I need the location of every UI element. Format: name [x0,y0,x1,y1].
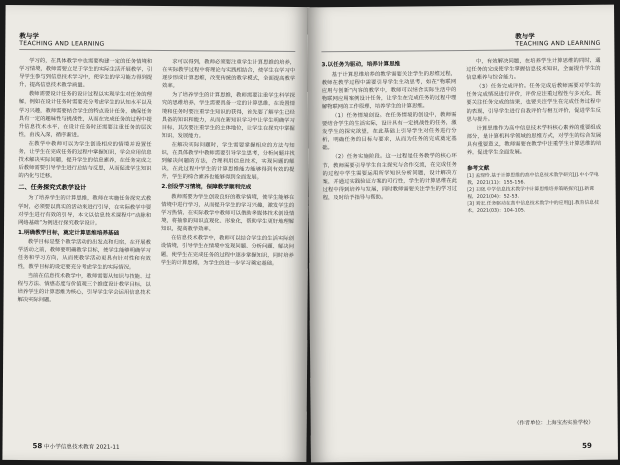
footer-journal: 中小学信息技术教育 2021-11 [44,444,120,451]
right-column-2-body [466,57,601,157]
magazine-name: 教与学 [19,32,39,41]
body-paragraph: 教师需要为学生创设良好的教学情境，使学生能够在情境中进行学习，从而提升学生的学习兴趣，激发学生的学习热情，在实际教学中教师可以借助多媒体技术创设情境，将抽象的知识直观化、形象化，帮助学生更好地理解知识，提高教学效率。 [161,194,295,233]
right-page-header [515,33,600,48]
body-paragraph: （3）任务完成评价。任务完成后教师需要对学生的任务完成情况进行评价，评价应注重过程性与多元化，既要关注任务完成的结果，也要关注学生在完成任务过程中的表现，引导学生进行自我评价与相互评价，促进学生反思与提升。 [466,83,601,123]
body-paragraph: 为了培养学生的计算思维，教师需要注重学生科学探究的思维培养，学生需要具备一定的计算思维，在设置情境和任务时要注重学生知识的获得，首先要了解学生已经具备的知识和能力，从而在新知识学习中让学生明确学习目标，其次要注重学生的主体地位，让学生在探究中掌握知识，发展能力。 [161,92,295,140]
body-paragraph: （1）任务情境创设。在任务情境的创设中，教师需要结合学生的生活实际，设计具有一定挑战性的任务，激发学生的探究欲望，在此基础上引导学生对任务进行分析，明确任务的目标与要求，从而为任务的完成奠定基础。 [322,112,457,152]
author-affiliation: （作者单位：上海宝杰实验学校） [514,419,594,427]
right-page-columns [321,57,603,434]
reference-item: [2] 王晓.中学信息技术教学中计算思维培养策略探究[J].新课程，2021(04)：52-53. [467,186,595,201]
left-page-columns [17,57,296,434]
left-page-header [19,33,104,48]
page-number: 58 [32,442,43,451]
references-list [467,172,602,215]
body-paragraph: 学习的，在具体教学中也需要构建一定的任务情境和学习情境，教师需要立足于学生的实际生活开展教学，引导学生参与到信息技术学习中，使学生的学习能力得到提升，提高信息技术教学质量。 [19,58,153,89]
body-paragraph: 当前在信息技术教学中，教师需要从知识与技能、过程与方法、情感态度与价值观三个维度设计教学目标，以培养学生的计算思维为核心，引导学生学会运用信息技术解决实际问题。 [17,272,151,304]
body-paragraph: （2）任务实施阶段。这一过程是任务教学的核心环节，教师需要引导学生自主探究与合作交流，在完成任务的过程中学生需要运用所学知识分析问题，设计解决方案，并通过实践验证方案的可行性，学生的计算思维在此过程中得到培养与发展，同时教师需要关注学生的学习过程，及时给予指导与帮助。 [322,153,458,202]
header-rule [19,49,295,52]
right-page-footer [582,442,592,450]
body-paragraph: 求可以得到，教师必须要注重学生计算思维的培养，在实际教学过程中将理论与实践相结合，使学生在学习中逐步形成计算思维，改变传统的教学模式，全面提高教学效率。 [162,59,296,90]
left-column-2 [160,58,296,434]
body-paragraph: 教学目标是整个教学活动的出发点和归宿，在开展教学活动之前，教师要明确教学目标，使学生能够明确学习任务和学习方向，从而使教学活动更具有针对性和有效性，教学目标的设定要充分考虑学生的实际情况。 [17,239,151,271]
left-page-footer [32,442,119,451]
reference-item: [1] 孟现玲.基于计算思维的高中信息技术教学研究[J].中小学电教，2021(11)：155-156. [466,172,599,187]
body-paragraph: 基于计算思维培养的教学需要关注学生的思维过程，教师在教学过程中需要引导学生主动思考，如在“物联网应用与创新”内容的教学中，教师可以结合实际生活中的物联网应用案例设计任务，让学生在完成任务的过程中理解物联网的工作原理，培养学生的计算思维。 [321,70,457,111]
section-heading: 二、任务探究式教学设计 [18,184,87,192]
body-paragraph: 在解决实际问题时，学生需要掌握相应的方法与知识，在具体教学中教师需要引导学生思考，分析问题并找到解决问题的方法，合理利用信息技术，实现问题的解决，在此过程中学生的计算思维能力能够得到有效的提升，学生的综合素养也能够得到全面发展。 [161,142,295,182]
right-column-2 [466,57,604,433]
magazine-name: 教与学 [515,32,535,41]
magazine-english-name: TEACHING AND LEARNING [515,39,601,48]
magazine-english-name: TEACHING AND LEARNING [19,40,105,48]
left-column-1 [17,57,153,433]
subsection-heading: 3.以任务为驱动，培养计算思维 [321,61,401,69]
body-paragraph: 计算思维作为高中信息技术学科核心素养的重要组成部分，是计算机科学领域的思维方式，对学生的综合发展具有重要意义，教师需要在教学中注重学生计算思维的培养，促进学生全面发展。 [466,124,602,156]
left-page [2,5,309,462]
reference-item: [3] 刘宏.任务驱动在高中信息技术教学中的应用[J].教育信息技术，2021(03)：104-105. [467,200,599,215]
right-page [307,5,618,463]
references-title: 参考文献 [466,165,490,173]
subsection-heading: 1.明确教学目标，奠定计算思维培养基础 [17,229,120,237]
body-paragraph: 中，有效解决问题，在培养学生计算思维的同时，通过任务的完成使学生掌握信息技术知识，全面提升学生的信息素养与综合能力。 [466,57,601,82]
body-paragraph: 为了培养学生的计算思维，教师在实施任务探究式教学时，必须要以真实的活动来进行引导，在实际教学中要对学生进行有效的引导，本文以信息技术课程中“动脉和网络基础”为例进行探究教学设计。 [18,195,152,227]
header-rule [321,49,600,52]
subsection-heading: 2.创设学习情境，保障教学顺利完成 [161,184,252,192]
body-paragraph: 在信息技术教学中，教师可以结合学生的生活实际创设情境，引导学生在情境中发现问题、分析问题、解决问题，使学生在完成任务的过程中逐步掌握知识，同时培养学生的计算思维，为学生的进一步学习奠定基础。 [160,235,294,267]
page-number: 59 [582,441,592,450]
body-paragraph: 教师需要设计任务的设计过程以实现学生对任务的理解，例如在设计任务时需要充分考虑学生的认知水平以及学习兴趣，教师需要结合学生的特点设计任务，确保任务具有一定的趣味性与挑战性，从而在完成任务的过程中提升信息技术水平，在设计任务时还需要注重任务的层次性，由浅入深，循序渐进。 [18,91,152,139]
right-column-1 [321,58,459,434]
body-paragraph: 在教学中教师可以为学生创设相应的情境并设置任务，让学生在完成任务的过程中掌握知识，学会应用信息技术解决实际问题，提升学生的信息素养，在任务完成之后教师需要引导学生进行总结与反思，从而促进学生知识的内化与迁移。 [18,141,152,180]
